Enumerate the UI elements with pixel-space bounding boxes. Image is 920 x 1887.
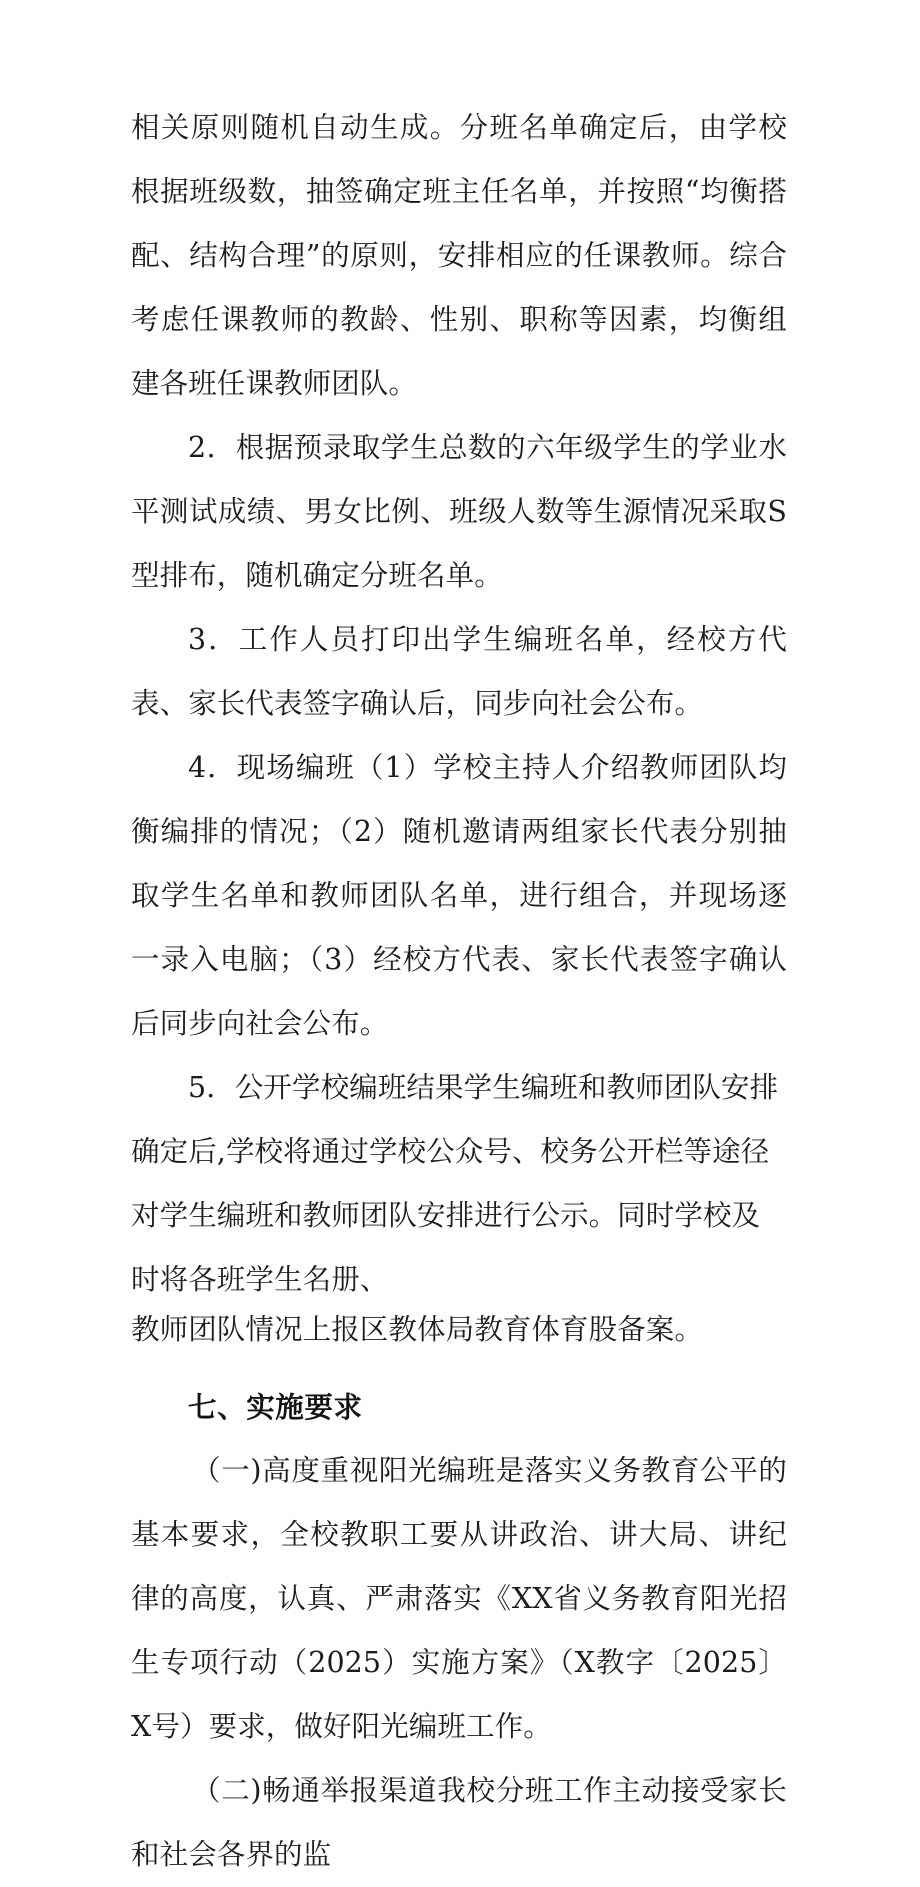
vertical-spacer (131, 1348, 787, 1354)
numbered-item-2: 2．根据预录取学生总数的六年级学生的学业水平测试成绩、男女比例、班级人数等生源情况采取S型排布，随机确定分班名单。 (131, 431, 787, 592)
numbered-item-3: 3．工作人员打印出学生编班名单，经校方代表、家长代表签字确认后，同步向社会公布。 (131, 623, 787, 720)
paragraph-continued-from-previous-page: 相关原则随机自动生成。分班名单确定后，由学校根据班级数，抽签确定班主任名单，并按照“均衡搭配、结构合理”的原则，安排相应的任课教师。综合考虑任课教师的教龄、性别、职称等因素，均衡组建各班任课教师团队。 (131, 111, 787, 400)
numbered-item-5-line-group-1: 5．公开学校编班结果学生编班和教师团队安排确定后,学校将通过学校公众号、校务公开栏等途径对学生编班和教师团队安排进行公示。同时学校及时将各班学生名册、 (131, 1071, 779, 1296)
numbered-item-4: 4．现场编班（1）学校主持人介绍教师团队均衡编排的情况；（2）随机邀请两组家长代表分别抽取学生名单和教师团队名单，进行组合，并现场逐一录入电脑；（3）经校方代表、家长代表签字确认后同步向社会公布。 (131, 751, 787, 1040)
numbered-item-5-line-group-2: 教师团队情况上报区教体局教育体育股备案。 (131, 1313, 704, 1346)
section-heading-seven: 七、实施要求 (188, 1390, 363, 1424)
subsection-one-paragraph: （一)高度重视阳光编班是落实义务教育公平的基本要求，全校教职工要从讲政治、讲大局、讲纪律的高度，认真、严肃落实《XX省义务教育阳光招生专项行动（2025）实施方案》（X教字〔2025〕X号）要求，做好阳光编班工作。 (131, 1454, 787, 1743)
document-body (131, 96, 787, 1887)
subsection-two-paragraph: （二)畅通举报渠道我校分班工作主动接受家长和社会各界的监 (131, 1774, 787, 1871)
